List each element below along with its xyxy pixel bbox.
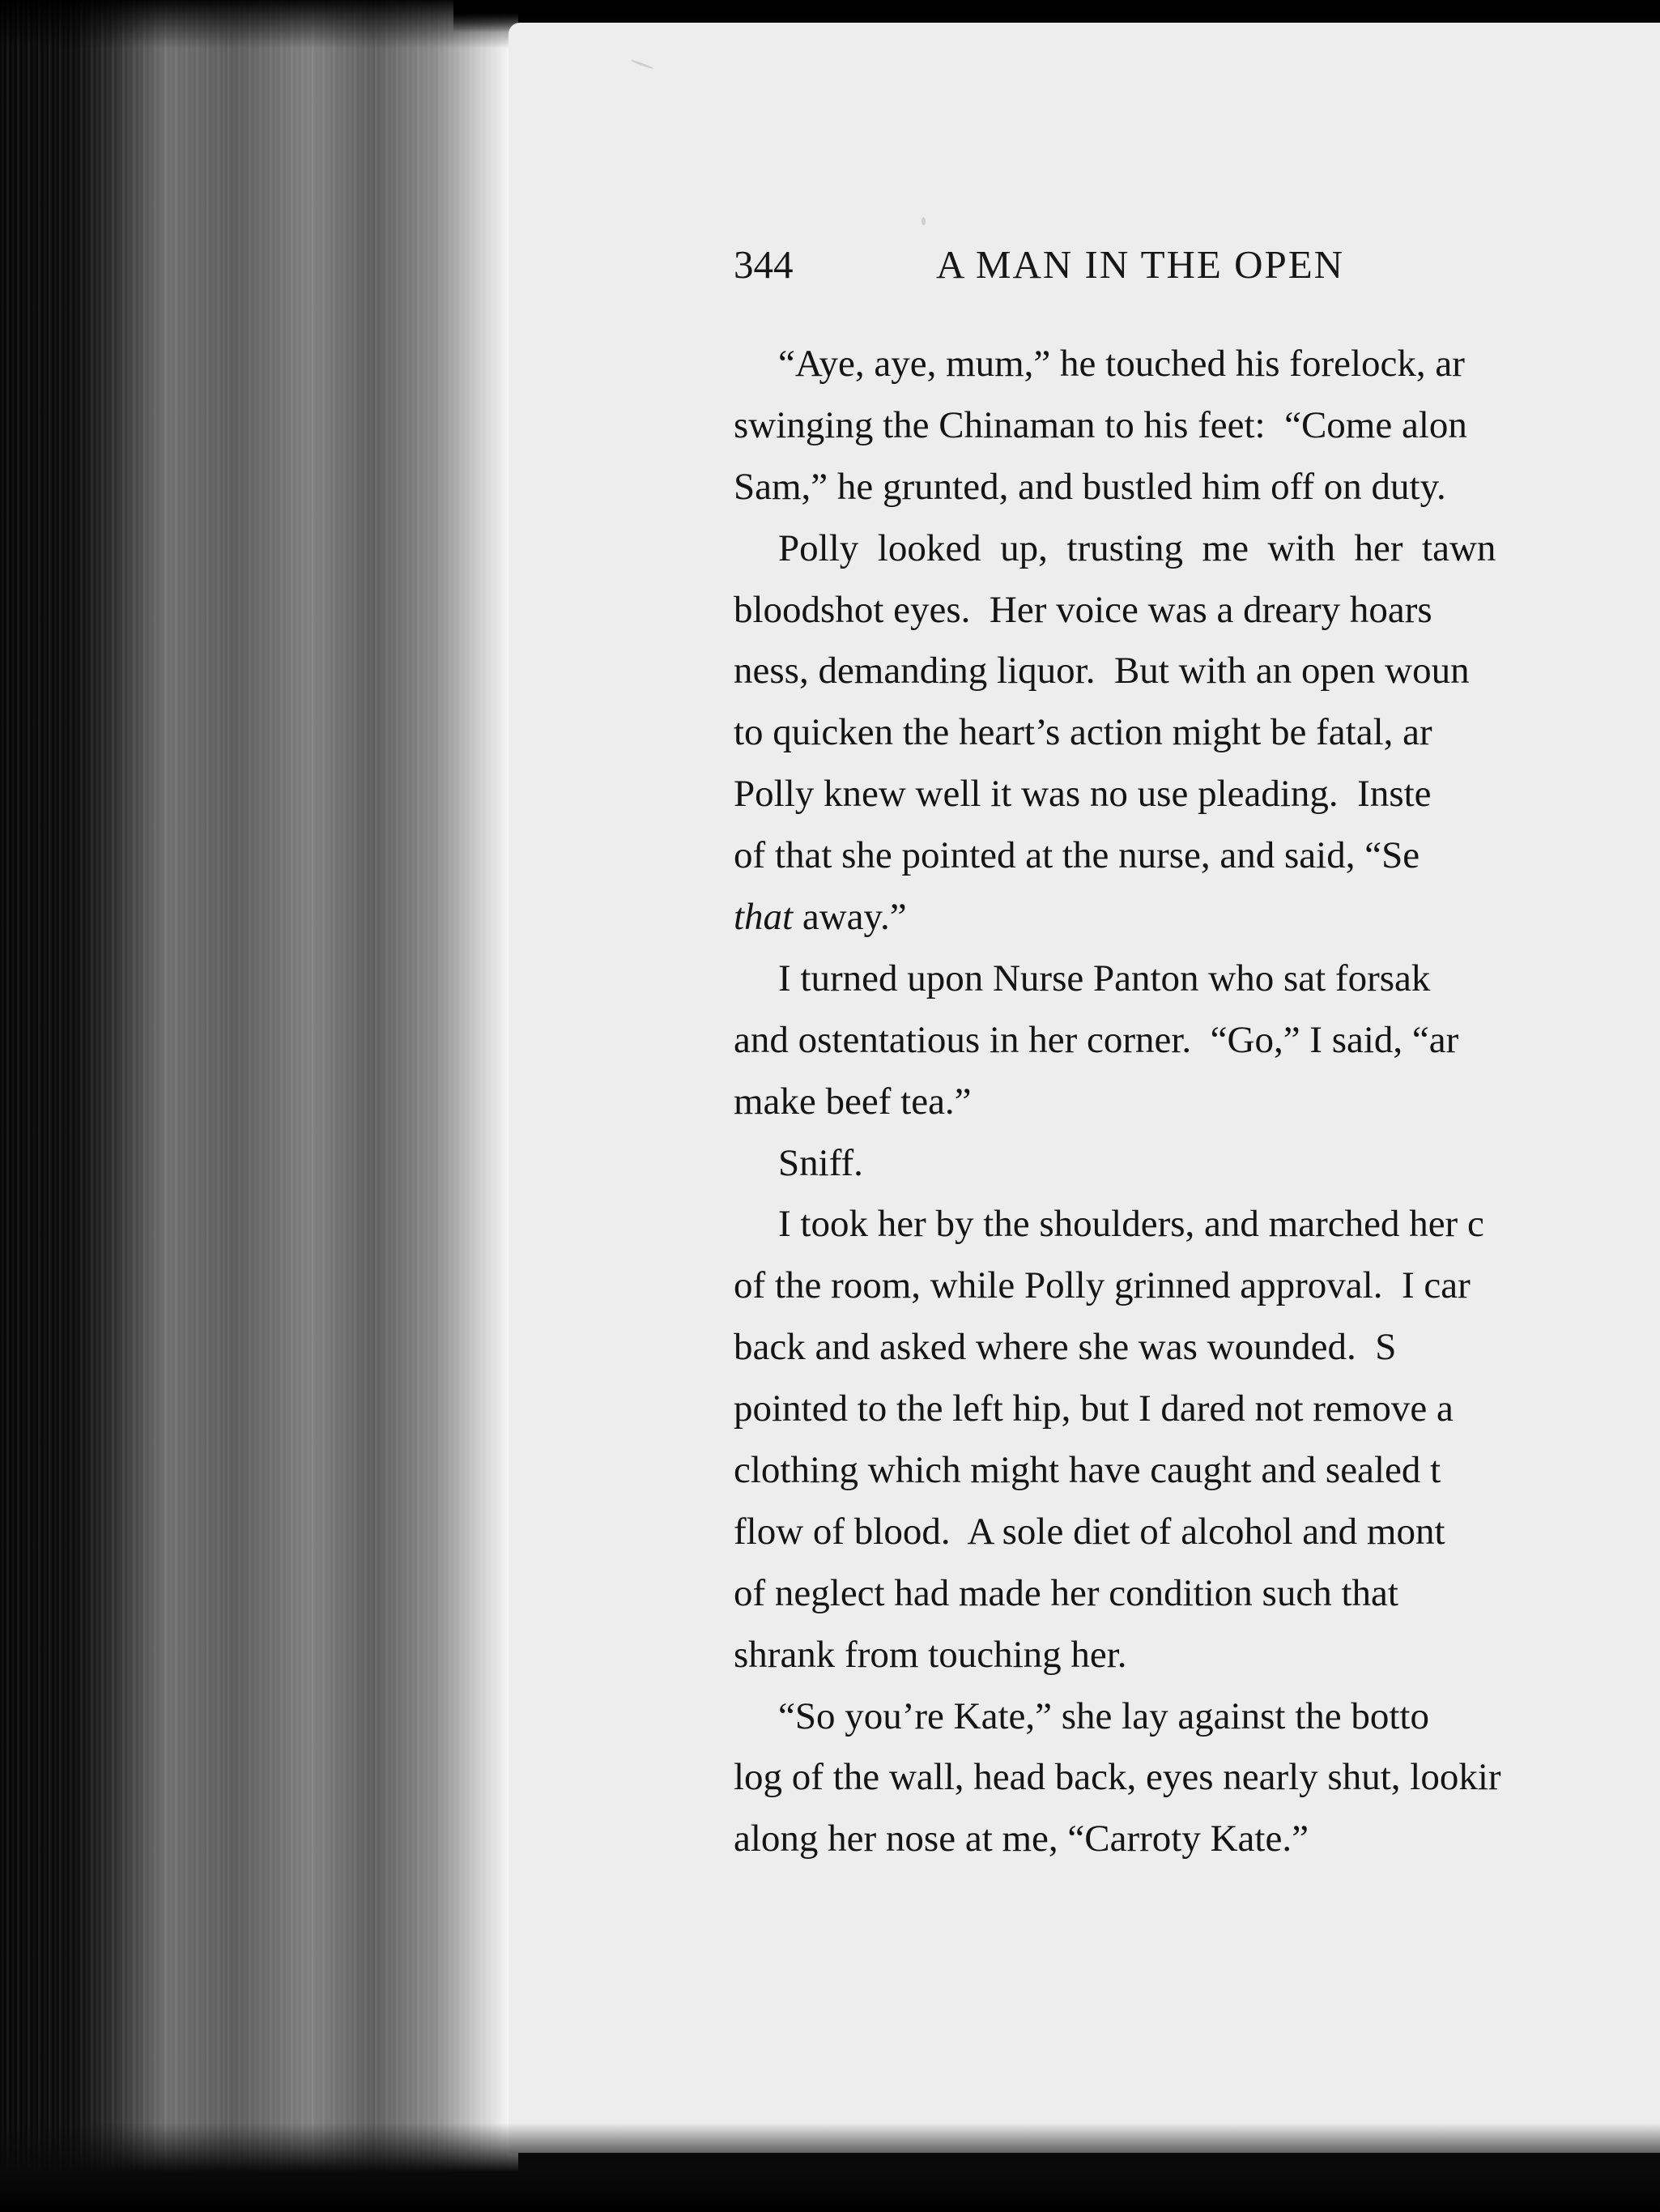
text-line: flow of blood. A sole diet of alcohol and mont [734, 1510, 1445, 1553]
top-shadow [0, 0, 518, 49]
text-line: along her nose at me, “Carroty Kate.” [734, 1818, 1309, 1860]
text-line [734, 887, 1660, 948]
text-line: Polly looked up, trusting me with her tawn [778, 526, 1496, 569]
text-line: of that she pointed at the nurse, and said, “Se [734, 834, 1420, 877]
text-line: “Aye, aye, mum,” he touched his forelock, ar [778, 343, 1465, 385]
page-edge-stack [0, 0, 518, 2212]
text-line: clothing which might have caught and sealed t [734, 1449, 1441, 1492]
body-text [734, 334, 1660, 1870]
page-number: 344 [734, 242, 794, 287]
text-line: log of the wall, head back, eyes nearly shut, lookir [734, 1756, 1501, 1799]
text-line: I turned upon Nurse Panton who sat forsak [778, 957, 1431, 999]
text-line: make beef tea.” [734, 1080, 972, 1123]
bottom-shadow [0, 2123, 1660, 2212]
text-line: Sniff. [778, 1141, 863, 1184]
text-line: bloodshot eyes. Her voice was a dreary hoars [734, 588, 1432, 631]
text-line: Polly knew well it was no use pleading. Inste [734, 773, 1432, 816]
running-header [734, 241, 1344, 288]
text-line: back and asked where she was wounded. S [734, 1326, 1397, 1369]
text-line-tail: away.” [802, 896, 907, 939]
text-line: swinging the Chinaman to his feet: “Come alon [734, 403, 1467, 446]
text-line: I took her by the shoulders, and marched her c [778, 1203, 1484, 1246]
scan-speck [922, 217, 926, 225]
text-line: shrank from touching her. [734, 1633, 1127, 1676]
italic-word: that [734, 896, 794, 939]
text-line: “So you’re Kate,” she lay against the botto [778, 1694, 1429, 1737]
text-line: Sam,” he grunted, and bustled him off on duty. [734, 465, 1446, 508]
running-title: A MAN IN THE OPEN [936, 242, 1345, 287]
text-line: to quicken the heart’s action might be fatal, ar [734, 711, 1432, 754]
scan-speck [630, 59, 653, 70]
text-line: and ostentatious in her corner. “Go,” I said, “ar [734, 1018, 1459, 1061]
text-line: ness, demanding liquor. But with an open woun [734, 650, 1470, 693]
text-line: of neglect had made her condition such that [734, 1571, 1398, 1614]
text-line: pointed to the left hip, but I dared not remove a [734, 1387, 1454, 1430]
text-line: of the room, while Polly grinned approval. I car [734, 1264, 1471, 1307]
